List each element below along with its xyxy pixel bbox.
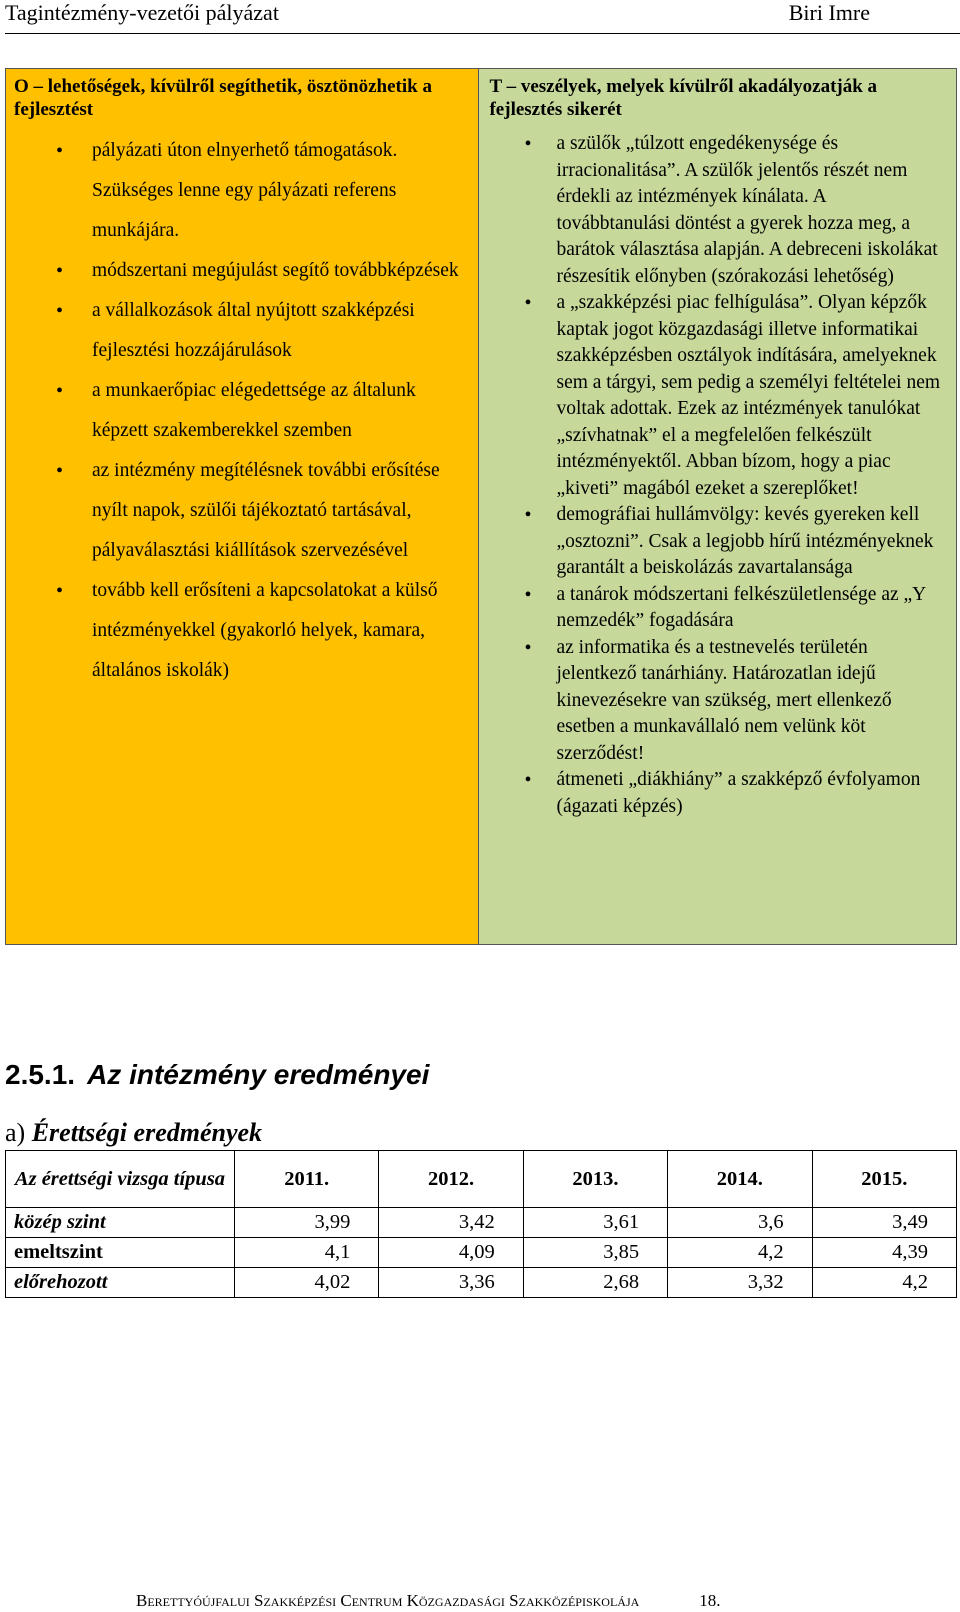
table-cell: 3,32 [668, 1268, 812, 1298]
subsection-prefix: a) [5, 1118, 26, 1147]
table-cell: 4,02 [235, 1268, 379, 1298]
list-item: • módszertani megújulást segítő továbbképzések [6, 251, 464, 291]
table-cell: 3,36 [379, 1268, 523, 1298]
page-footer [136, 1590, 721, 1612]
list-item: • az informatika és a testnevelés területén jelentkező tanárhiány. Határozatlan idejű kinevezésekre van szükség, mert ellenkező esetben a munkavállaló nem velünk köt szerződést! [479, 635, 942, 768]
opportunities-cell [6, 69, 479, 945]
list-item: • az intézmény megítélésnek további erősítése nyílt napok, szülői tájékoztató tartásával, pályaválasztási kiállítások szervezésével [6, 451, 464, 571]
threats-cell [479, 69, 957, 945]
table-cell: 3,61 [523, 1208, 667, 1238]
column-header-year: 2015. [812, 1151, 956, 1208]
header-title: Tagintézmény-vezetői pályázat [5, 0, 279, 25]
section-number: 2.5.1. [5, 1059, 76, 1090]
opportunities-list [6, 131, 478, 691]
list-item: • a tanárok módszertani felkészületlensége az „Y nemzedék” fogadására [479, 582, 942, 635]
table-cell: 4,1 [235, 1238, 379, 1268]
subsection-title: Érettségi eredmények [31, 1118, 263, 1147]
table-cell: 3,49 [812, 1208, 956, 1238]
page-number: 18. [699, 1591, 721, 1610]
table-cell: 4,2 [668, 1238, 812, 1268]
column-header-year: 2014. [668, 1151, 812, 1208]
list-item: • a munkaerőpiac elégedettsége az általunk képzett szakemberekkel szemben [6, 371, 464, 451]
section-heading [5, 1058, 429, 1092]
row-label: emeltszint [6, 1238, 235, 1268]
table-cell: 3,85 [523, 1238, 667, 1268]
threats-list [479, 131, 956, 820]
table-row [6, 1208, 957, 1238]
swot-table [5, 68, 957, 945]
threats-title: T – veszélyek, melyek kívülről akadályozatják a fejlesztés sikerét [489, 76, 878, 120]
column-header-type: Az érettségi vizsga típusa [6, 1151, 235, 1208]
table-cell: 4,2 [812, 1268, 956, 1298]
opportunities-title: O – lehetőségek, kívülről segíthetik, ösztönözhetik a fejlesztést [14, 76, 432, 120]
list-item: • a vállalkozások által nyújtott szakképzési fejlesztési hozzájárulások [6, 291, 464, 371]
table-row [6, 1238, 957, 1268]
table-cell: 3,6 [668, 1208, 812, 1238]
table-cell: 3,99 [235, 1208, 379, 1238]
footer-institution: Berettyóújfalui Szakképzési Centrum Közgazdasági Szakközépiskolája [136, 1591, 640, 1610]
page-header [5, 0, 960, 34]
list-item: • demográfiai hullámvölgy: kevés gyereken kell „osztozni”. Csak a legjobb hírű intézményeknek garantált a beiskolázás zavartalansága [479, 502, 942, 582]
list-item: • a szülők „túlzott engedékenysége és irracionalitása”. A szülők jelentős részét nem érdekli az intézmények kínálata. A továbbtanulási döntést a gyerek hozza meg, a barátok választása alapján. A debreceni iskolákat részesítik előnyben (szórakozási lehetőség) [479, 131, 942, 290]
table-cell: 4,39 [812, 1238, 956, 1268]
column-header-year: 2011. [235, 1151, 379, 1208]
subsection-heading [5, 1118, 262, 1148]
table-header-row [6, 1151, 957, 1208]
row-label: előrehozott [6, 1268, 235, 1298]
section-title: Az intézmény eredményei [87, 1059, 430, 1090]
table-cell: 4,09 [379, 1238, 523, 1268]
table-row [6, 1268, 957, 1298]
column-header-year: 2012. [379, 1151, 523, 1208]
column-header-year: 2013. [523, 1151, 667, 1208]
list-item: • pályázati úton elnyerhető támogatások. Szükséges lenne egy pályázati referens munkájára. [6, 131, 464, 251]
table-cell: 2,68 [523, 1268, 667, 1298]
list-item: • a „szakképzési piac felhígulása”. Olyan képzők kaptak jogot közgazdasági illetve informatikai szakképzésben osztályok indítására, amelyeknek sem a tárgyi, sem pedig a személyi feltételei nem voltak adottak. Ezek az intézmények tanulókat „szívhatnak” el a megfelelően felkészült intézményektől. Abban bízom, hogy a piac „kiveti” magából ezeket a szereplőket! [479, 290, 942, 502]
table-cell: 3,42 [379, 1208, 523, 1238]
list-item: • tovább kell erősíteni a kapcsolatokat a külső intézményekkel (gyakorló helyek, kamara, általános iskolák) [6, 571, 464, 691]
list-item: • átmeneti „diákhiány” a szakképző évfolyamon (ágazati képzés) [479, 767, 942, 820]
row-label: közép szint [6, 1208, 235, 1238]
header-author: Biri Imre [788, 0, 870, 25]
results-table [5, 1150, 957, 1298]
